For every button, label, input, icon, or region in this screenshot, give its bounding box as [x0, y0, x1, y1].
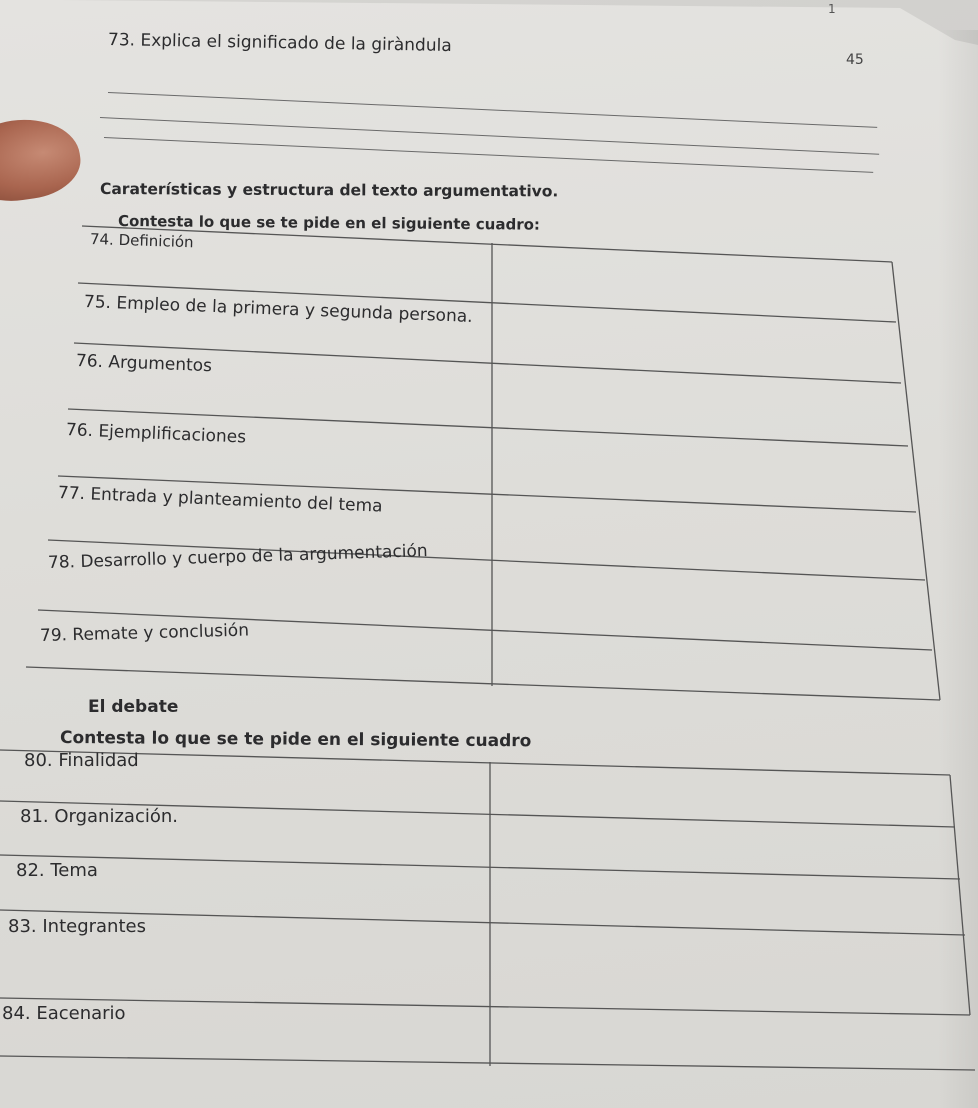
section-2-heading: El debate: [88, 697, 179, 717]
row-83-integrantes: 83. Integrantes: [8, 916, 146, 937]
row-75-empleo-persona: 75. Empleo de la primera y segunda persona.: [83, 292, 473, 327]
section-2-instruction: Contesta lo que se te pide en el siguiente cuadro: [59, 728, 532, 752]
row-79-remate: 79. Remate y conclusión: [39, 620, 250, 646]
row-84-eacenario: 84. Eacenario: [2, 1003, 126, 1024]
section-1-heading: Caraterísticas y estructura del texto argumentativo.: [99, 180, 559, 201]
row-78-desarrollo: 78. Desarrollo y cuerpo de la argumentación: [47, 541, 428, 573]
page-number: 45: [846, 52, 864, 68]
row-74-definicion: 74. Definición: [89, 230, 194, 252]
section-1-instruction: Contesta lo que se te pide en el siguiente cuadro:: [117, 212, 541, 234]
corner-mark: 1: [828, 2, 836, 16]
row-76-ejemplificaciones: 76. Ejemplificaciones: [65, 420, 247, 448]
question-73: 73. Explica el significado de la giràndula: [107, 30, 452, 56]
row-77-entrada: 77. Entrada y planteamiento del tema: [57, 483, 383, 517]
row-82-tema: 82. Tema: [16, 860, 98, 881]
row-80-finalidad: 80. Finalidad: [24, 750, 139, 771]
row-81-organizacion: 81. Organización.: [20, 806, 178, 827]
row-76-argumentos: 76. Argumentos: [75, 351, 213, 377]
